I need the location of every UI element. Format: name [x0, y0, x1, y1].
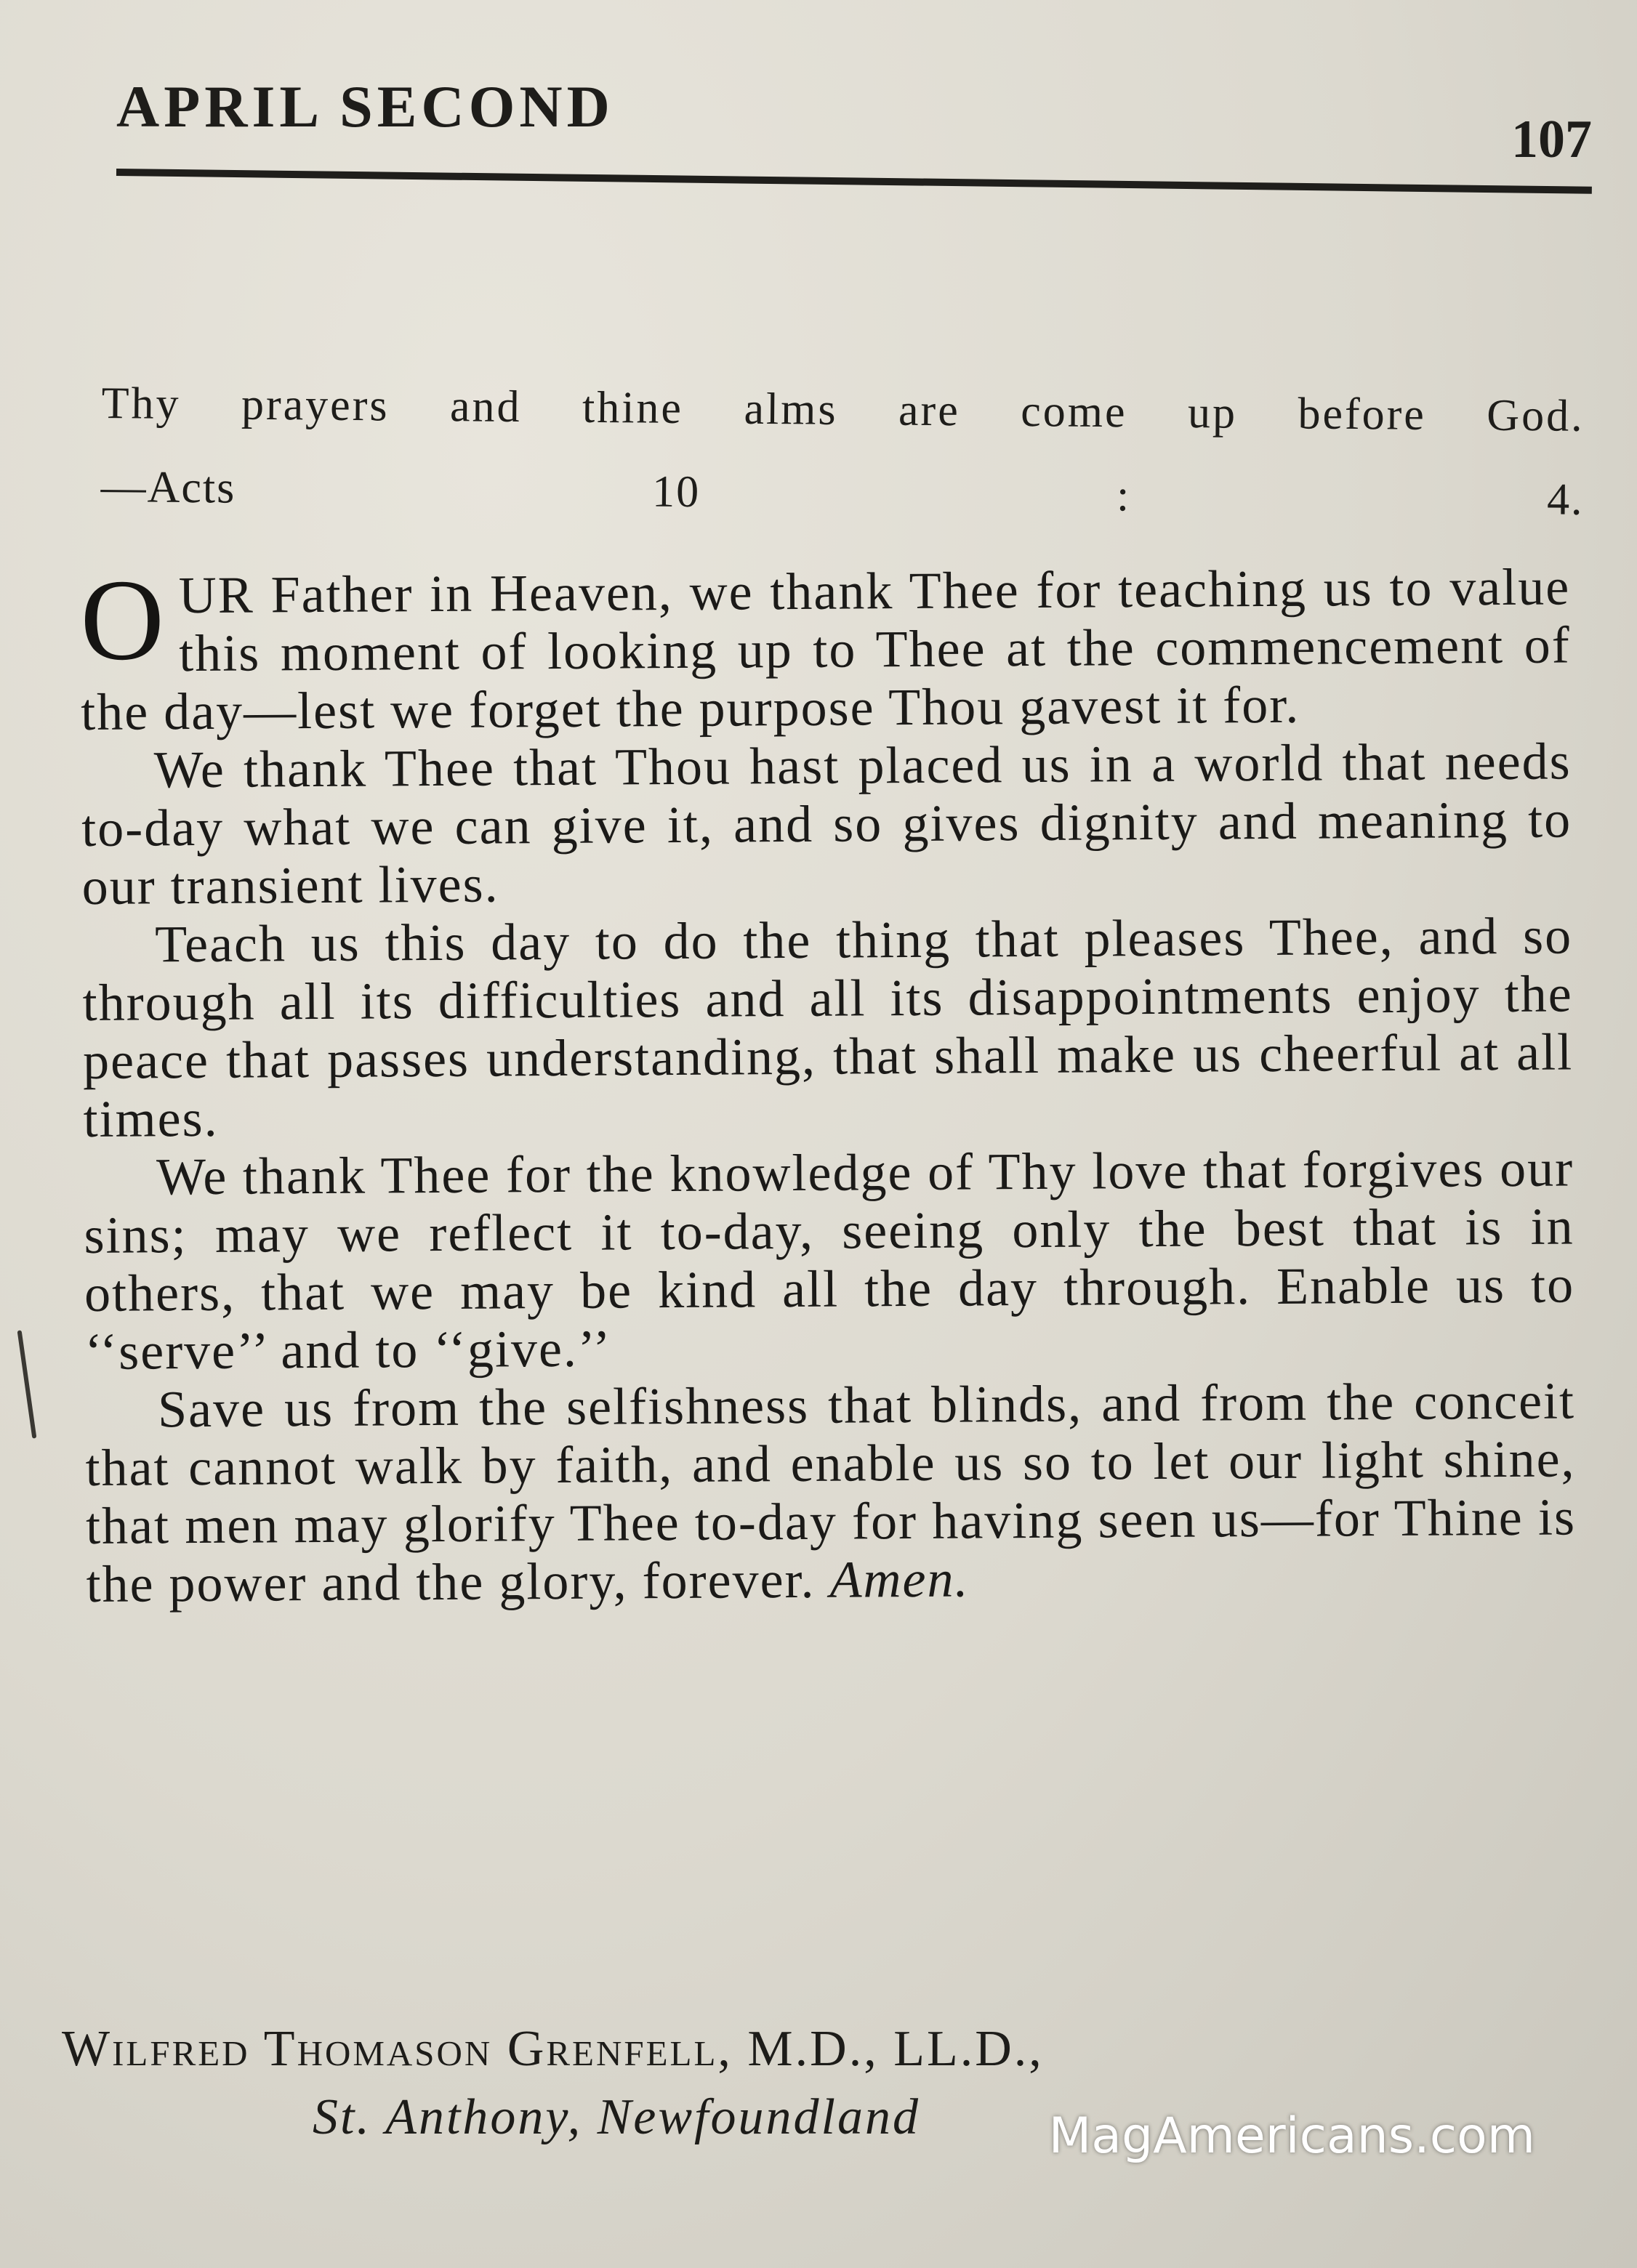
watermark: MagAmericans.com	[1048, 2107, 1535, 2165]
epigraph	[100, 378, 1585, 525]
prayer-paragraph-4	[84, 1139, 1575, 1381]
paragraph-text: Save us from the selfishness that blinds, and from the conceit that cannot walk by faith, and enable us so to let our light shine, that men may glorify Thee to-day for having seen us—for Thine is the power and the glory, forever.	[85, 1371, 1577, 1613]
pencil-margin-mark	[17, 1330, 37, 1438]
epigraph-reference: —Acts 10 : 4.	[100, 461, 1584, 525]
page-number: 107	[1511, 110, 1592, 169]
page-title: APRIL SECOND	[116, 73, 614, 140]
paragraph-text: Teach us this day to do the thing that pleases Thee, and so through all its difficulties and all its disappointments enjoy the peace that passes understanding, that shall make us cheerful at all times.	[82, 906, 1574, 1148]
header-rule	[116, 169, 1592, 194]
prayer-body	[79, 554, 1577, 1613]
prayer-closing: Amen.	[829, 1549, 970, 1609]
prayer-paragraph-1	[79, 554, 1571, 741]
author-name: Wilfred Thomason Grenfell, M.D., LL.D.,	[62, 2021, 1044, 2077]
author-place: St. Anthony, Newfoundland	[313, 2089, 920, 2145]
paragraph-text: We thank Thee that Thou hast placed us in a world that needs to-day what we can give it, and so gives dignity and meaning to our transient lives.	[81, 732, 1572, 916]
epigraph-text: Thy prayers and thine alms are come up before God.	[101, 378, 1585, 441]
prayer-paragraph-2	[81, 732, 1572, 916]
prayer-paragraph-3	[82, 906, 1574, 1148]
paragraph-text: UR Father in Heaven, we thank Thee for teaching us to value this moment of looking up to Thee at the commencement of the day—lest we forget the purpose Thou gavest it for.	[80, 557, 1571, 741]
drop-cap: O	[79, 554, 166, 685]
paragraph-text: We thank Thee for the knowledge of Thy love that forgives our sins; may we reflect it to-day, seeing only the best that is in others, that we may be kind all the day through. Enable us to ‘‘serve’’ and to ‘‘give.’’	[84, 1139, 1575, 1381]
prayer-paragraph-5	[85, 1371, 1577, 1613]
